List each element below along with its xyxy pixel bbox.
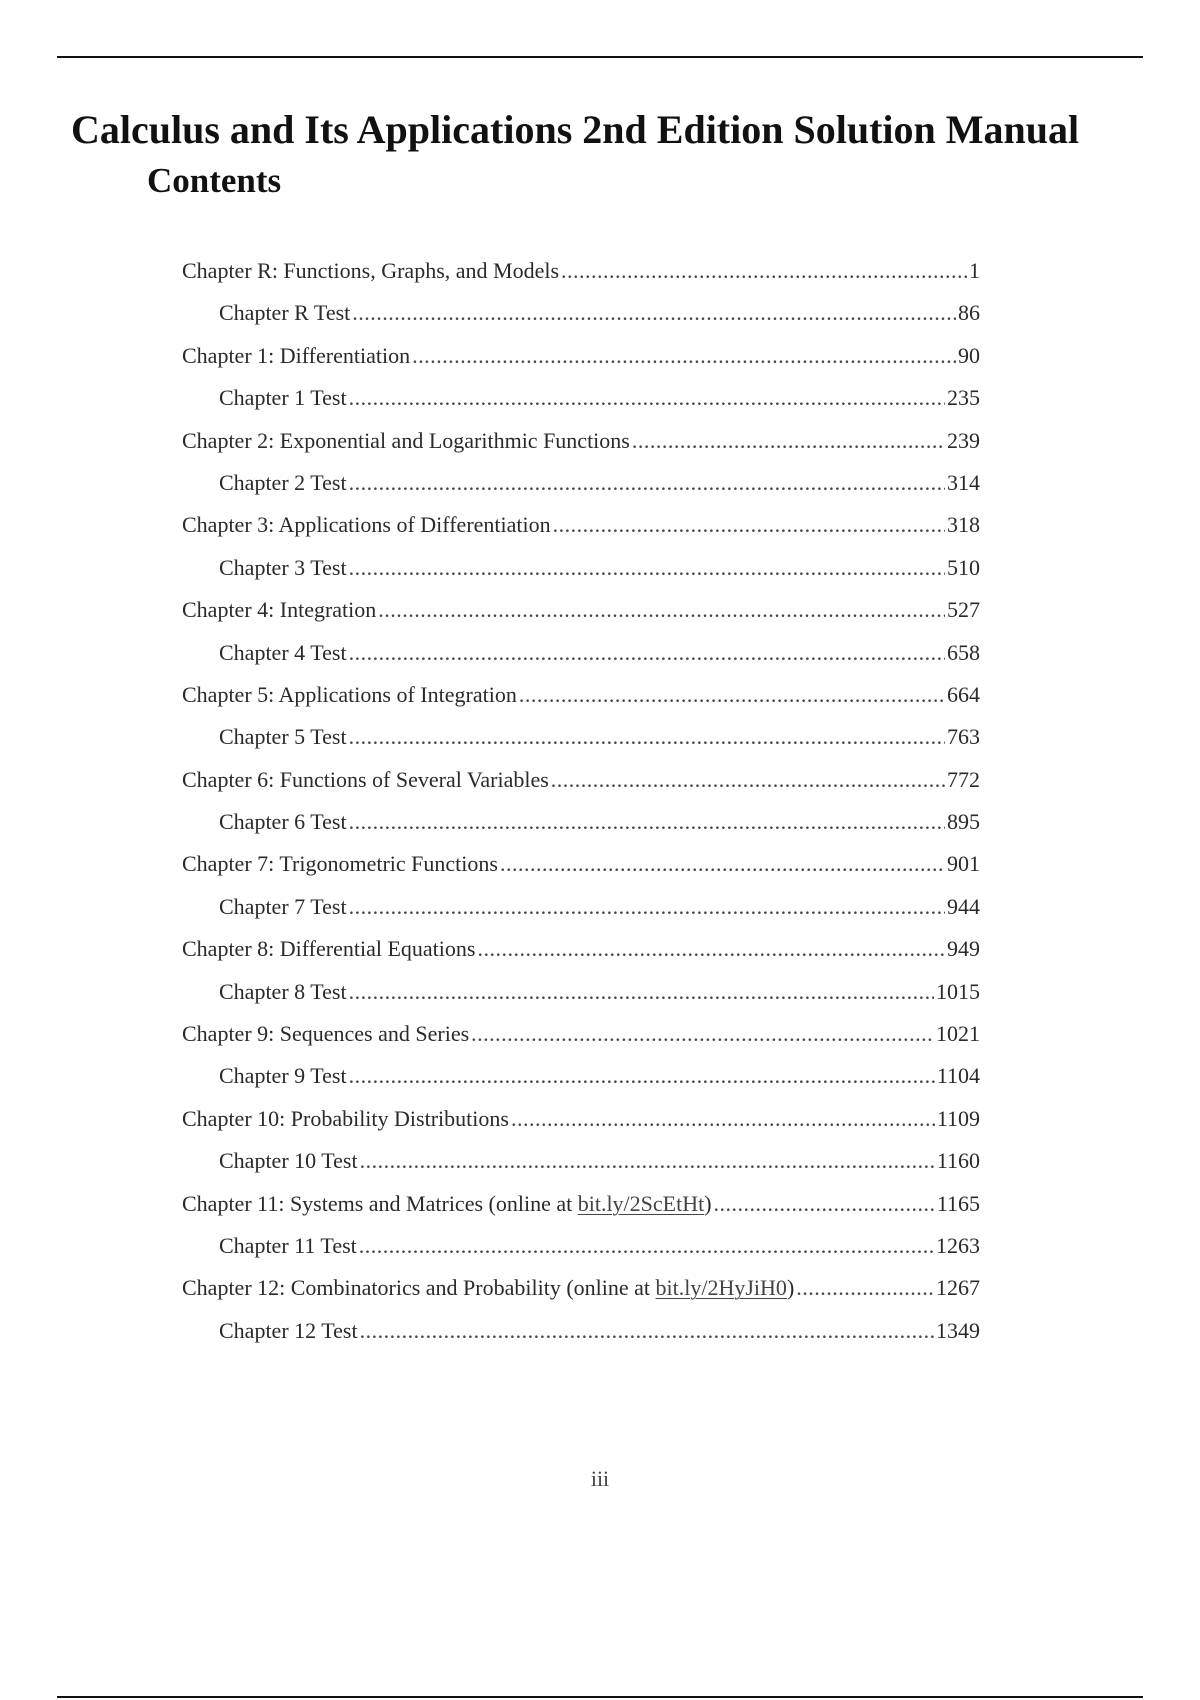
toc-entry-page: 1: [969, 258, 980, 283]
toc-entry-title: Chapter 11 Test: [219, 1232, 357, 1258]
toc-dot-leader: [561, 250, 967, 292]
toc-entry[interactable]: [182, 1267, 980, 1309]
toc-entry-label: [182, 928, 475, 970]
toc-entry-label: [182, 759, 549, 801]
toc-entry[interactable]: [182, 462, 980, 504]
toc-entry[interactable]: [182, 547, 980, 589]
toc-entry-label: [182, 1267, 794, 1309]
toc-entry-label: [219, 1225, 357, 1267]
toc-entry-page: 944: [947, 893, 980, 919]
toc-dot-leader: [477, 928, 945, 970]
toc-entry-page: 90: [958, 342, 980, 368]
toc-entry-page: 235: [947, 385, 980, 411]
toc-entry[interactable]: [182, 759, 980, 801]
toc-entry-title: Chapter 3: Applications of Differentiation: [182, 512, 551, 538]
toc-entry-label: [182, 674, 517, 716]
toc-dot-leader: [519, 674, 945, 716]
toc-entry[interactable]: [182, 716, 980, 758]
toc-dot-leader: [359, 1225, 934, 1267]
toc-entry-title: Chapter 10 Test: [219, 1148, 358, 1174]
toc-entry-title: Chapter 8: Differential Equations: [182, 936, 476, 962]
toc-entry-page: 664: [947, 681, 980, 707]
toc-entry-page: 318: [947, 512, 980, 538]
toc-entry[interactable]: [182, 886, 980, 928]
toc-dot-leader: [796, 1267, 934, 1309]
toc-dot-leader: [412, 335, 956, 377]
toc-entry-page: 1267: [936, 1275, 980, 1301]
toc-entry-page: 763: [947, 724, 980, 750]
toc-entry[interactable]: [182, 504, 980, 546]
toc-dot-leader: [349, 801, 945, 843]
toc-entry-page: 949: [947, 936, 980, 962]
toc-entry-title: Chapter 1: Differentiation: [182, 342, 411, 368]
toc-entry[interactable]: [182, 1055, 980, 1097]
toc-entry-page: 1165: [936, 1190, 980, 1216]
toc-entry-title: Chapter 2: Exponential and Logarithmic Functions: [182, 427, 630, 453]
toc-entry-label: [182, 1013, 469, 1055]
toc-entry[interactable]: [182, 928, 980, 970]
toc-entry-page: 772: [947, 766, 980, 792]
toc-entry-page: 1104: [936, 1063, 980, 1089]
toc-entry-label: [182, 843, 498, 885]
toc-entry-label: [219, 632, 347, 674]
toc-entry[interactable]: [182, 1225, 980, 1267]
toc-entry-title: Chapter 5 Test: [219, 724, 347, 750]
toc-dot-leader: [349, 547, 945, 589]
toc-entry-label: [182, 1183, 712, 1225]
toc-dot-leader: [360, 1310, 934, 1352]
toc-entry[interactable]: [182, 250, 980, 292]
toc-entry-label: [219, 886, 347, 928]
toc-entry-title-suffix: ): [786, 1275, 795, 1301]
toc-entry-page: 1160: [936, 1148, 980, 1174]
toc-entry-page: 895: [947, 809, 980, 835]
toc-entry-label: [219, 1310, 358, 1352]
toc-dot-leader: [500, 843, 945, 885]
toc-dot-leader: [349, 1055, 935, 1097]
toc-dot-leader: [360, 1140, 935, 1182]
toc-entry-page: 1109: [936, 1105, 980, 1131]
toc-entry-label: [182, 250, 559, 292]
toc-entry-title: Chapter 7 Test: [219, 893, 347, 919]
toc-entry-page: 314: [947, 469, 980, 495]
toc-entry-title: Chapter 10: Probability Distributions: [182, 1105, 509, 1131]
toc-dot-leader: [349, 886, 945, 928]
toc-entry-label: [219, 971, 347, 1013]
toc-entry-title: Chapter R: Functions, Graphs, and Models: [182, 258, 560, 283]
toc-dot-leader: [551, 759, 945, 801]
toc-entry-title: Chapter 11: Systems and Matrices (online at: [182, 1190, 578, 1216]
toc-entry[interactable]: [182, 843, 980, 885]
toc-entry-label: [219, 801, 347, 843]
toc-entry-title: Chapter 8 Test: [219, 978, 347, 1004]
contents-heading: Contents: [147, 161, 282, 200]
toc-dot-leader: [714, 1183, 935, 1225]
toc-entry[interactable]: [182, 420, 980, 462]
toc-entry-page: 510: [947, 554, 980, 580]
toc-entry-title: Chapter 9: Sequences and Series: [182, 1021, 470, 1047]
toc-entry-title: Chapter 5: Applications of Integration: [182, 681, 517, 707]
toc-entry-title: Chapter 12 Test: [219, 1317, 358, 1343]
bottom-rule: [57, 1696, 1143, 1698]
toc-entry-label: [219, 1055, 347, 1097]
toc-dot-leader: [349, 971, 934, 1013]
document-title: Calculus and Its Applications 2nd Edition Solution Manual: [71, 107, 1080, 152]
toc-entry[interactable]: [182, 589, 980, 631]
toc-entry[interactable]: [182, 292, 980, 334]
toc-entry-page: 86: [958, 300, 980, 326]
toc-dot-leader: [349, 716, 945, 758]
toc-entry-label: [182, 589, 376, 631]
toc-entry[interactable]: [182, 801, 980, 843]
toc-entry-title: Chapter 4: Integration: [182, 597, 377, 623]
toc-entry-title: Chapter 9 Test: [219, 1063, 347, 1089]
toc-entry-link[interactable]: bit.ly/2HyJiH0: [655, 1275, 787, 1301]
page-number: iii: [590, 1466, 610, 1491]
toc-entry-label: [219, 377, 347, 419]
toc-entry-title: Chapter 3 Test: [219, 554, 347, 580]
toc-entry-page: 1015: [936, 978, 980, 1004]
toc-dot-leader: [349, 377, 945, 419]
toc-entry-title: Chapter R Test: [219, 300, 351, 326]
toc-entry[interactable]: [182, 1098, 980, 1140]
toc-entry-title: Chapter 7: Trigonometric Functions: [182, 851, 498, 877]
top-rule: [57, 56, 1143, 58]
toc-dot-leader: [352, 292, 956, 334]
toc-entry[interactable]: [182, 1310, 980, 1352]
toc-dot-leader: [349, 462, 945, 504]
toc-entry-label: [182, 504, 551, 546]
toc-entry-title: Chapter 12: Combinatorics and Probability (online at: [182, 1275, 656, 1301]
table-of-contents: [182, 250, 980, 1352]
toc-entry[interactable]: [182, 971, 980, 1013]
toc-entry-title: Chapter 6: Functions of Several Variables: [182, 766, 549, 792]
toc-entry-title: Chapter 2 Test: [219, 469, 347, 495]
toc-entry-page: 658: [947, 639, 980, 665]
toc-dot-leader: [511, 1098, 935, 1140]
toc-entry-title: Chapter 6 Test: [219, 809, 347, 835]
toc-entry-label: [219, 547, 347, 589]
toc-entry[interactable]: [182, 377, 980, 419]
toc-entry[interactable]: [182, 1140, 980, 1182]
toc-entry-title: Chapter 1 Test: [219, 385, 347, 411]
toc-entry[interactable]: [182, 335, 980, 377]
toc-dot-leader: [632, 420, 945, 462]
toc-entry-label: [182, 1098, 509, 1140]
toc-entry[interactable]: [182, 632, 980, 674]
toc-entry-page: 1349: [936, 1317, 980, 1343]
toc-entry-title: Chapter 4 Test: [219, 639, 347, 665]
toc-entry[interactable]: [182, 1013, 980, 1055]
toc-entry-page: 239: [947, 427, 980, 453]
toc-entry-page: 901: [947, 851, 980, 877]
toc-entry-page: 1021: [936, 1021, 980, 1047]
toc-entry-page: 1263: [936, 1232, 980, 1258]
toc-entry[interactable]: [182, 1183, 980, 1225]
toc-entry-label: [219, 462, 347, 504]
toc-dot-leader: [471, 1013, 934, 1055]
toc-entry[interactable]: [182, 674, 980, 716]
toc-dot-leader: [378, 589, 945, 631]
toc-dot-leader: [553, 504, 945, 546]
toc-entry-label: [219, 292, 350, 334]
toc-entry-label: [219, 716, 347, 758]
toc-entry-label: [182, 335, 410, 377]
toc-entry-label: [219, 1140, 358, 1182]
toc-entry-title-suffix: ): [704, 1190, 712, 1216]
toc-entry-page: 527: [947, 597, 980, 623]
toc-dot-leader: [349, 632, 945, 674]
toc-entry-link[interactable]: bit.ly/2ScEtHt: [577, 1190, 705, 1216]
toc-entry-label: [182, 420, 630, 462]
